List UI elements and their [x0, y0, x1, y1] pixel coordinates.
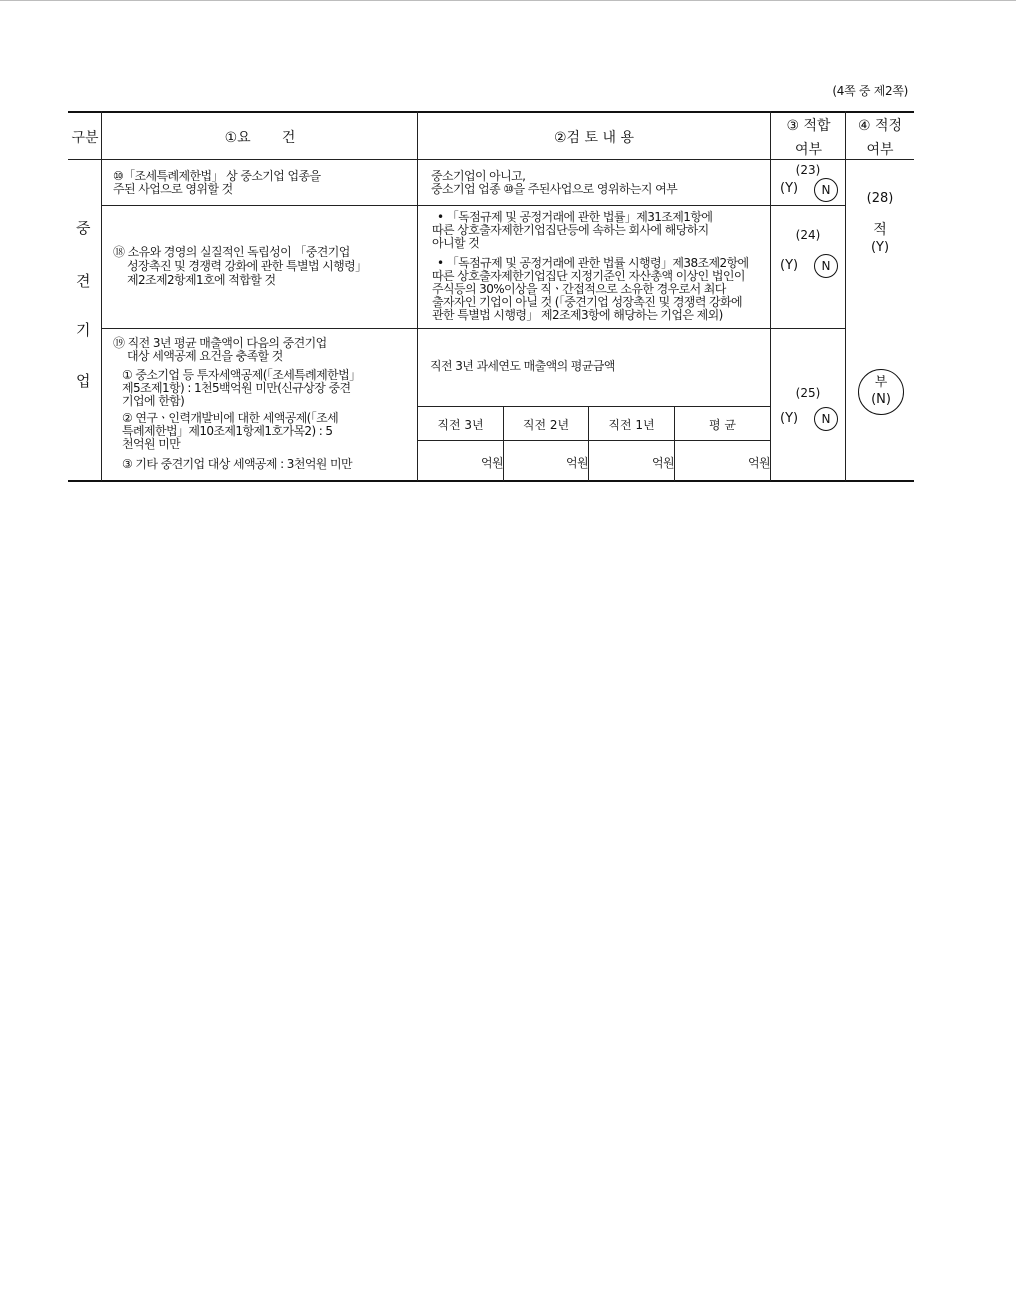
header-bottom-border	[68, 159, 914, 160]
row1-yes-option[interactable]: (Y)	[780, 181, 799, 196]
row2-review-line: • 「독점규제 및 공정거래에 관한 법률」제31조제1항에	[437, 210, 713, 224]
row2-review-line: 따른 상호출자제한기업집단등에 속하는 회사에 해당하지	[432, 223, 709, 237]
header-proper-line2: 여부	[866, 142, 894, 158]
row3-requirement-item: 특례제한법」제10조제1항제1호가목2) : 5	[122, 424, 333, 438]
row1-no-option[interactable]	[814, 178, 838, 202]
sales-input-2y[interactable]	[504, 457, 588, 469]
row1-bottom-border	[102, 205, 845, 206]
row2-review-line: • 「독점규제 및 공정거래에 관한 법률 시행령」제38조제2항에	[437, 256, 749, 270]
table-top-border	[68, 111, 914, 113]
proper-item-number: (28)	[866, 191, 894, 206]
sales-input-avg[interactable]	[675, 457, 770, 469]
header-proper-line1: ④ 적정	[857, 118, 903, 134]
row3-requirement-item: ① 중소기업 등 투자세액공제(「조세특례제한법」	[122, 368, 361, 382]
row3-requirement-item: 기업에 한함)	[122, 394, 185, 408]
header-fit-line2: 여부	[794, 142, 823, 158]
sales-unit: 억원	[652, 456, 674, 470]
sales-header-2y: 직전 2년	[522, 418, 570, 432]
sales-input-3y[interactable]	[418, 457, 503, 469]
row1-no-circled: N	[814, 178, 838, 202]
fit-column-border	[845, 111, 846, 481]
row1-requirement-line: 주된 사업으로 영위할 것	[113, 182, 233, 196]
header-fit-line1: ③ 적합	[786, 118, 831, 134]
sales-header-3y: 직전 3년	[437, 418, 484, 432]
row2-review-line: 따른 상호출자제한기업집단 지정기준인 자산총액 이상인 법인이	[432, 269, 745, 283]
row1-review-line: 중소기업 업종 ⑩을 주된사업으로 영위하는지 여부	[431, 182, 678, 196]
row2-requirement-line: 성장촉진 및 경쟁력 강화에 관한 특별법 시행령」	[127, 259, 367, 273]
row2-review-line: 주식등의 30%이상을 직ㆍ간접적으로 소유한 경우로서 최다	[432, 282, 726, 296]
row3-requirement-item: 제5조제1항) : 1천5백억원 미만(신규상장 중견	[122, 381, 351, 395]
category-char: 견	[76, 272, 91, 290]
row3-requirement-item: 천억원 미만	[122, 437, 181, 451]
sales-unit: 억원	[481, 456, 503, 470]
proper-no-mark: (N)	[871, 392, 891, 407]
sales-header-avg: 평 균	[709, 418, 736, 432]
page-top-border	[0, 0, 1016, 1]
table-bottom-border	[68, 480, 914, 482]
row3-requirement-head: ⑲ 직전 3년 평균 매출액이 다음의 중견기업	[113, 336, 327, 350]
proper-yes-option[interactable]: (Y)	[870, 240, 890, 255]
row3-review-text: 직전 3년 과세연도 매출액의 평균금액	[430, 359, 615, 373]
proper-no-option[interactable]	[858, 369, 904, 415]
review-column-border	[770, 111, 771, 481]
row2-review-line: 아니할 것	[432, 236, 480, 250]
category-char: 업	[76, 372, 91, 390]
row3-requirement-head: 대상 세액공제 요건을 충족할 것	[127, 349, 283, 363]
category-column-border	[101, 111, 102, 481]
row2-requirement-line: 제2조제2항제1호에 적합할 것	[127, 273, 276, 287]
row1-requirement-line: ⑩「조세특례제한법」 상 중소기업 업종을	[113, 169, 321, 183]
row2-item-number: (24)	[795, 228, 821, 242]
sales-header-bottom-border	[418, 440, 770, 441]
row2-review-line: 관한 특별법 시행령」 제2조제3항에 해당하는 기업은 제외)	[432, 308, 723, 322]
sales-header-1y: 직전 1년	[608, 418, 655, 432]
proper-no-label: 부	[874, 375, 888, 390]
sales-header-top-border	[418, 406, 770, 407]
row2-review-line: 출자자인 기업이 아닐 것 (「중견기업 성장촉진 및 경쟁력 강화에	[432, 295, 742, 309]
row3-no-circled: N	[814, 407, 838, 431]
row2-no-circled: N	[814, 254, 838, 278]
page-indicator: (4쪽 중 제2쪽)	[832, 84, 908, 98]
row1-review-line: 중소기업이 아니고,	[431, 169, 526, 183]
sales-input-1y[interactable]	[589, 457, 674, 469]
row2-bottom-border	[102, 328, 845, 329]
header-review: ②검 토 내 용	[554, 130, 634, 146]
header-category: 구분	[71, 130, 99, 146]
row2-requirement-line: ⑱ 소유와 경영의 실질적인 독립성이 「중견기업	[113, 245, 350, 259]
row1-item-number: (23)	[795, 163, 821, 177]
row3-yes-option[interactable]: (Y)	[780, 411, 799, 426]
row3-requirement-item: ③ 기타 중견기업 대상 세액공제 : 3천억원 미만	[122, 457, 353, 471]
proper-yes-label: 적	[873, 222, 887, 238]
row2-no-option[interactable]	[814, 254, 838, 278]
row2-yes-option[interactable]: (Y)	[780, 258, 799, 273]
category-char: 기	[76, 321, 91, 339]
sales-unit: 억원	[566, 456, 588, 470]
category-char: 중	[76, 219, 91, 237]
row3-no-option[interactable]	[814, 407, 838, 431]
row3-item-number: (25)	[795, 386, 821, 400]
sales-unit: 억원	[748, 456, 770, 470]
header-requirement: ①요 건	[224, 130, 296, 146]
row3-requirement-item: ② 연구ㆍ인력개발비에 대한 세액공제(「조세	[122, 411, 339, 425]
